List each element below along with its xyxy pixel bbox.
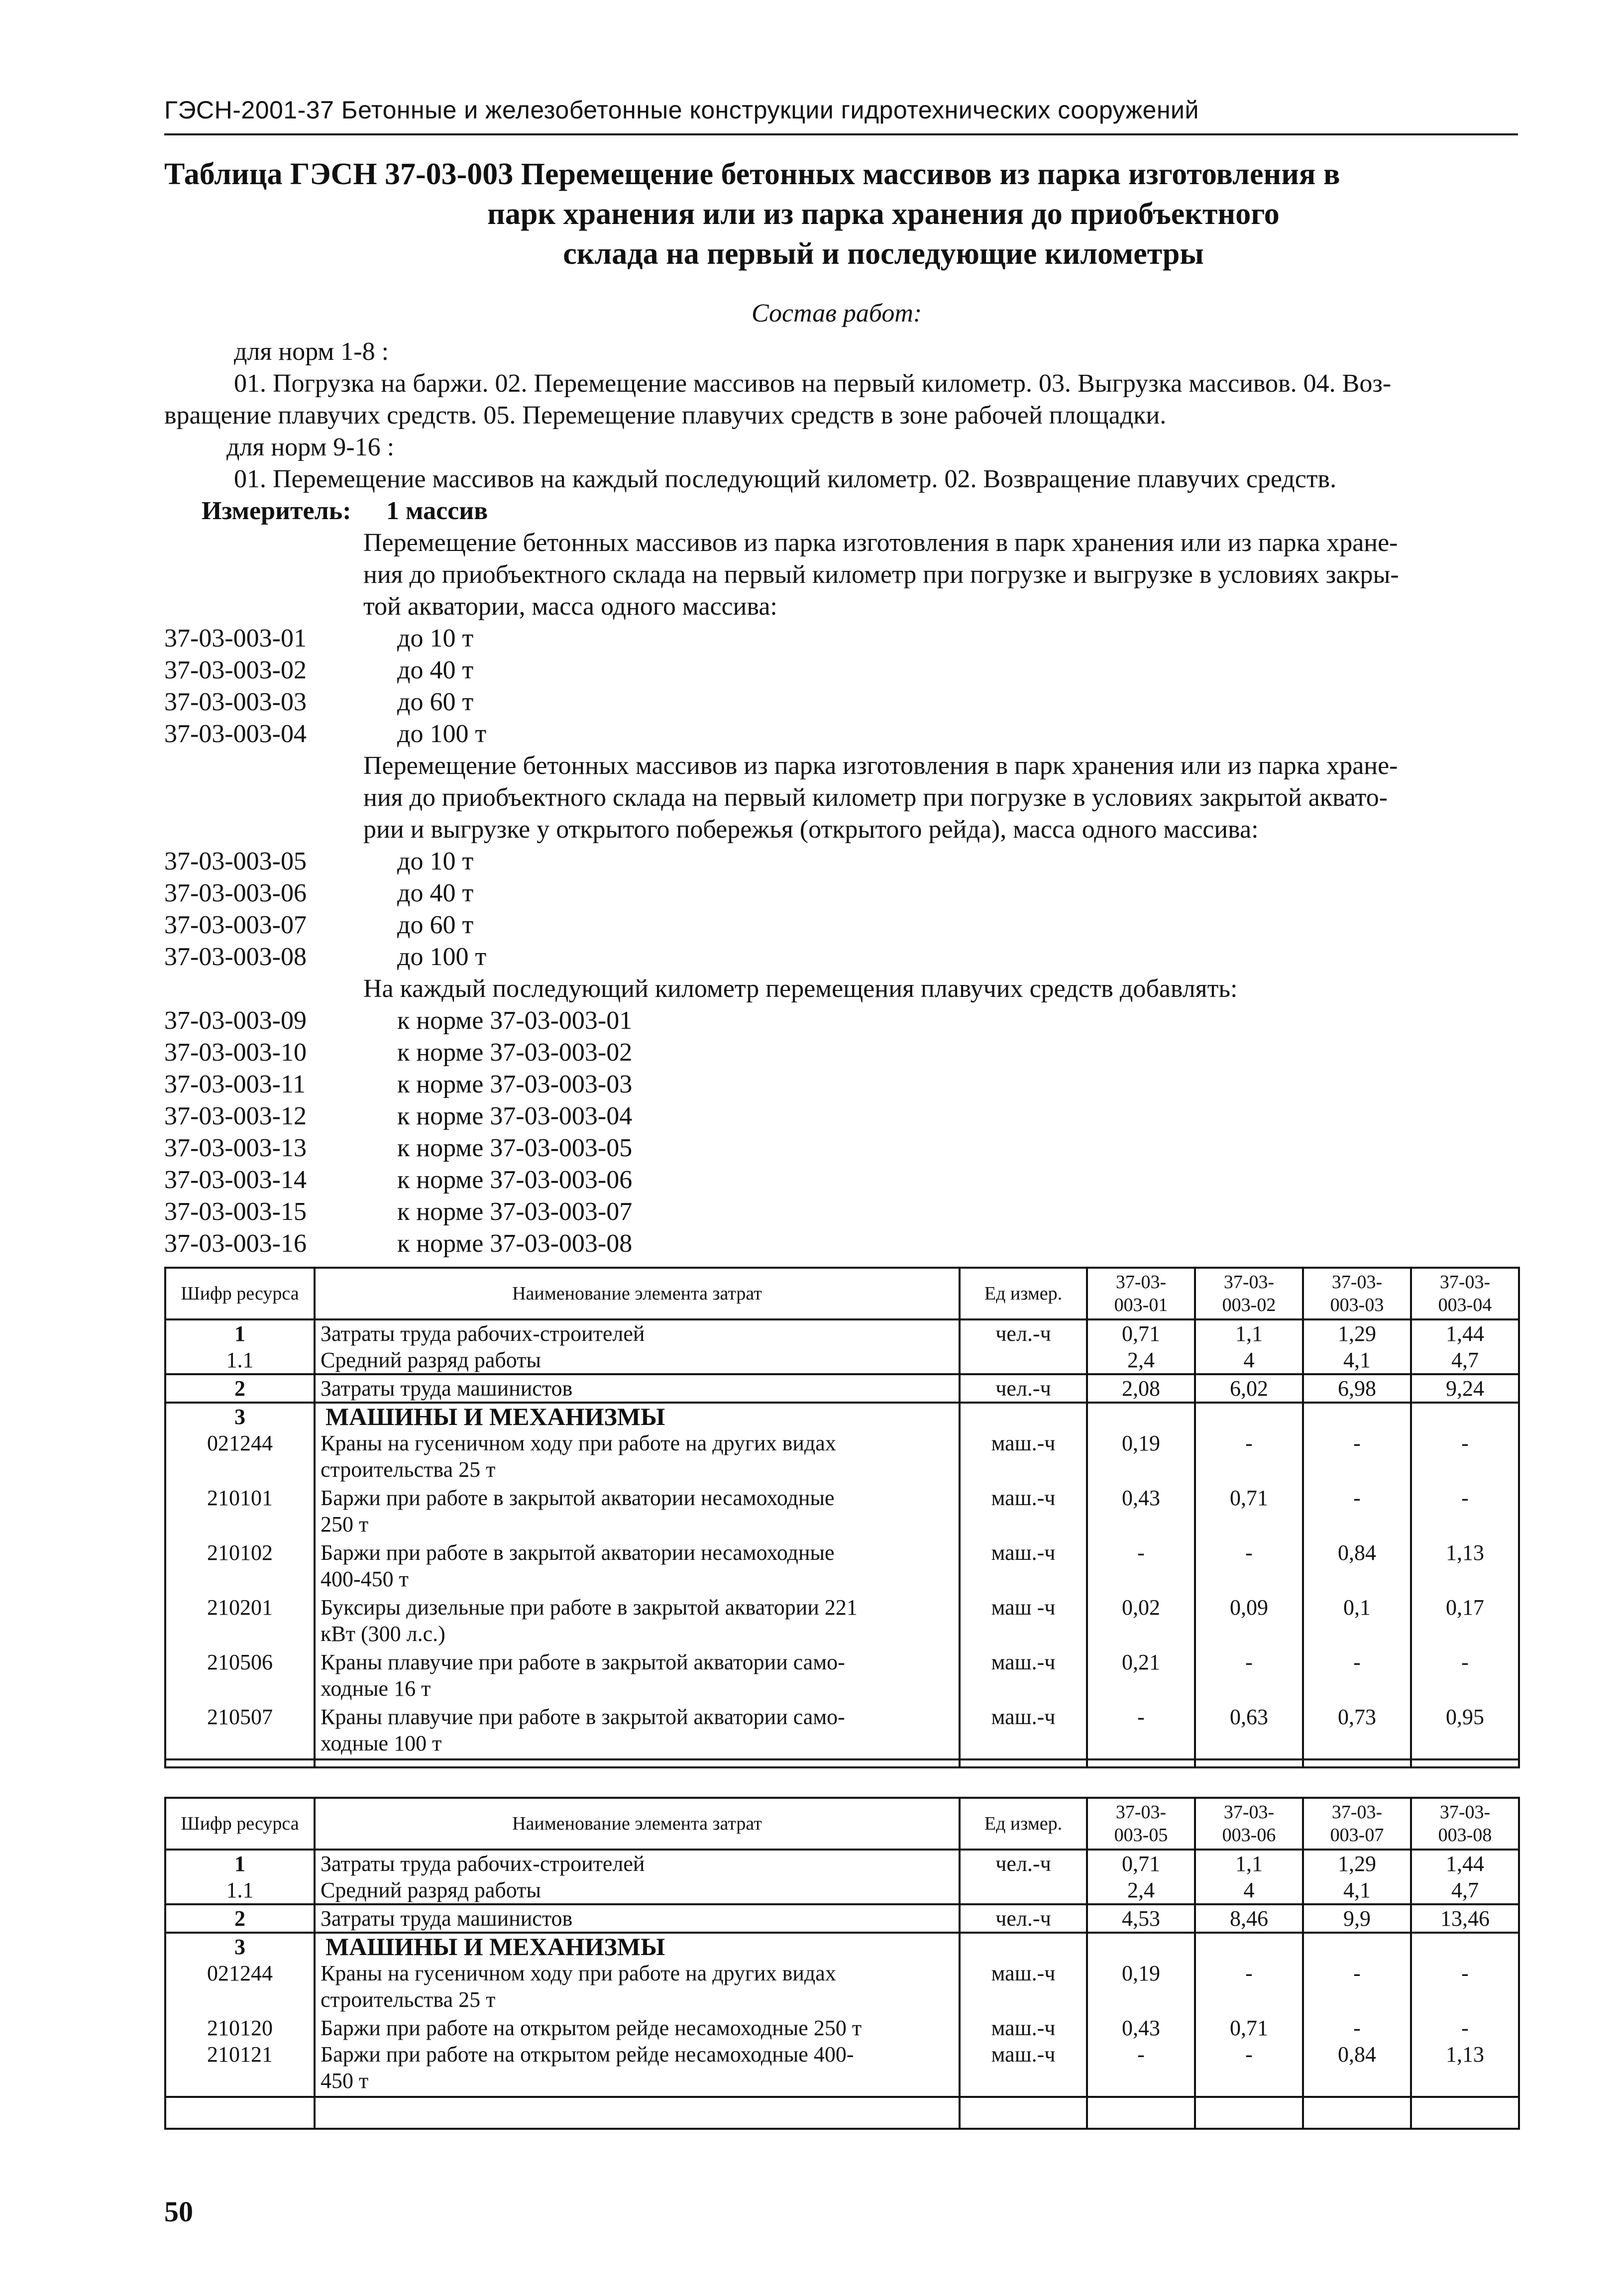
resource-name-line: Затраты труда машинистов <box>321 1376 573 1401</box>
resource-code: 1 <box>165 1850 315 1877</box>
resource-name-line: строительства 25 т <box>321 1987 496 2012</box>
resource-name-line: Баржи при работе на открытом рейде несамоходные 400- <box>321 2042 854 2067</box>
page-number: 50 <box>164 2195 193 2228</box>
unit-of-measure <box>960 1877 1087 1904</box>
resource-name-line: Баржи при работе в закрытой акватории несамоходные <box>321 1486 835 1510</box>
header-element-name: Наименование элемента затрат <box>315 1798 960 1850</box>
norm-value: - <box>1195 1539 1303 1594</box>
norm-value: - <box>1303 2015 1411 2041</box>
norm-description: до 40 т <box>397 656 474 684</box>
norm-value: - <box>1303 1485 1411 1539</box>
header-norm-code-part: 003-05 <box>1114 1825 1168 1846</box>
norm-description: к норме 37-03-003-03 <box>397 1070 633 1098</box>
unit-of-measure: чел.-ч <box>960 1374 1087 1403</box>
table-row <box>165 1877 1519 1904</box>
norm-value: 0,19 <box>1087 1960 1195 2015</box>
header-resource-code: Шифр ресурса <box>165 1798 315 1850</box>
header-norm-code-part: 003-07 <box>1330 1825 1384 1846</box>
group-intro-line: Перемещение бетонных массивов из парка изготовления в парк хранения или из парка хране- <box>363 752 1398 780</box>
group-intro-line: ния до приобъектного склада на первый километр при погрузке и выгрузке в условиях закры- <box>363 560 1399 589</box>
resource-name <box>315 1485 960 1539</box>
norm-value: - <box>1411 1430 1519 1485</box>
spacer-cell <box>1195 2097 1303 2129</box>
resource-name <box>315 2041 960 2097</box>
norm-value <box>1195 1403 1303 1430</box>
unit-of-measure: маш.-ч <box>960 1430 1087 1485</box>
header-norm-code-part: 37-03- <box>1223 1802 1275 1823</box>
norm-value: 0,71 <box>1087 1319 1195 1347</box>
resource-code: 210507 <box>165 1704 315 1759</box>
norm-description: до 100 т <box>397 720 487 748</box>
table-row <box>165 2015 1519 2041</box>
spacer-cell <box>315 1759 960 1767</box>
resource-name <box>315 1430 960 1485</box>
norm-code: 37-03-003-02 <box>164 656 307 684</box>
norm-value: 2,08 <box>1087 1374 1195 1403</box>
norm-value: 1,13 <box>1411 2041 1519 2097</box>
header-norm-code-part: 003-06 <box>1222 1825 1276 1846</box>
resource-name <box>315 1850 960 1877</box>
norm-code: 37-03-003-05 <box>164 847 307 875</box>
unit-of-measure <box>960 1933 1087 1960</box>
norm-value <box>1411 1403 1519 1430</box>
header-norm-code-part: 003-01 <box>1114 1295 1168 1315</box>
norm-description: к норме 37-03-003-01 <box>397 1006 633 1035</box>
norm-code: 37-03-003-07 <box>164 911 307 939</box>
norm-code: 37-03-003-15 <box>164 1198 307 1226</box>
norm-description: к норме 37-03-003-06 <box>397 1166 633 1194</box>
norm-value: 0,84 <box>1303 1539 1411 1594</box>
resource-name-line: Краны на гусеничном ходу при работе на других видах <box>321 1961 836 1985</box>
resource-code: 1.1 <box>165 1347 315 1374</box>
resource-code: 210120 <box>165 2015 315 2041</box>
resource-name-line: кВт (300 л.с.) <box>321 1622 445 1646</box>
norm-value: 0,09 <box>1195 1594 1303 1649</box>
norm-code: 37-03-003-01 <box>164 624 307 653</box>
norm-code: 37-03-003-13 <box>164 1134 307 1162</box>
resource-code: 2 <box>165 1374 315 1403</box>
norm-description: до 100 т <box>397 943 487 971</box>
header-norm-code-part: 37-03- <box>1331 1272 1383 1293</box>
norm-value: 4 <box>1195 1347 1303 1374</box>
resource-name <box>315 1374 960 1403</box>
table-row <box>165 1403 1519 1430</box>
norm-code: 37-03-003-04 <box>164 720 307 748</box>
resource-name <box>315 1649 960 1704</box>
norm-value: 4,1 <box>1303 1347 1411 1374</box>
resource-name-line: Затраты труда машинистов <box>321 1906 573 1931</box>
norm-code: 37-03-003-09 <box>164 1006 307 1035</box>
resource-name-line: Баржи при работе на открытом рейде несамоходные 250 т <box>321 2016 862 2040</box>
unit-of-measure: маш -ч <box>960 1594 1087 1649</box>
table-row <box>165 1539 1519 1594</box>
resource-name-line: 400-450 т <box>321 1567 409 1591</box>
composition-heading: Состав работ: <box>752 299 922 328</box>
norm-value: 0,71 <box>1195 2015 1303 2041</box>
norm-value: 0,73 <box>1303 1704 1411 1759</box>
norm-value: - <box>1303 1430 1411 1485</box>
table-header-row <box>165 1268 1519 1319</box>
norm-value: 0,1 <box>1303 1594 1411 1649</box>
table-row <box>165 1960 1519 2015</box>
header-norm-column <box>1195 1268 1303 1319</box>
norm-value: 4,53 <box>1087 1904 1195 1933</box>
norm-value <box>1303 1933 1411 1960</box>
norm-value: 8,46 <box>1195 1904 1303 1933</box>
header-norm-code-part: 37-03- <box>1439 1802 1491 1823</box>
group1-label: для норм 1-8 : <box>234 337 389 366</box>
norm-value: 0,19 <box>1087 1430 1195 1485</box>
header-norm-code-part: 37-03- <box>1439 1272 1491 1293</box>
norm-value: 6,02 <box>1195 1374 1303 1403</box>
table-row <box>165 1904 1519 1933</box>
header-norm-column <box>1087 1268 1195 1319</box>
norm-value: 4,7 <box>1411 1877 1519 1904</box>
unit-of-measure: маш.-ч <box>960 1704 1087 1759</box>
norm-value: - <box>1411 1960 1519 2015</box>
resource-name <box>315 1319 960 1347</box>
table-row <box>165 1594 1519 1649</box>
resource-name-line: Буксиры дизельные при работе в закрытой акватории 221 <box>321 1595 858 1620</box>
title-line-3: склада на первый и последующие километры <box>563 237 1204 271</box>
resource-name-line: МАШИНЫ И МЕХАНИЗМЫ <box>325 1933 665 1961</box>
norm-value: 0,43 <box>1087 1485 1195 1539</box>
spacer-cell <box>1087 2097 1195 2129</box>
resource-name-line: Краны плавучие при работе в закрытой акватории само- <box>321 1705 845 1729</box>
norm-value <box>1303 1403 1411 1430</box>
norm-value: 4,7 <box>1411 1347 1519 1374</box>
resource-code: 1 <box>165 1319 315 1347</box>
table-bottom-spacer <box>165 1759 1519 1767</box>
unit-of-measure: маш.-ч <box>960 1485 1087 1539</box>
unit-of-measure <box>960 1347 1087 1374</box>
norm-code: 37-03-003-06 <box>164 879 307 907</box>
norm-value: 0,95 <box>1411 1704 1519 1759</box>
header-norm-code-part: 003-04 <box>1438 1295 1492 1315</box>
unit-of-measure: чел.-ч <box>960 1319 1087 1347</box>
group2-text: 01. Перемещение массивов на каждый последующий километр. 02. Возвращение плавучих средств. <box>234 465 1337 493</box>
norm-description: к норме 37-03-003-07 <box>397 1198 633 1226</box>
resource-name <box>315 1877 960 1904</box>
group-intro-line: Перемещение бетонных массивов из парка изготовления в парк хранения или из парка хране- <box>363 529 1398 557</box>
resource-code: 210101 <box>165 1485 315 1539</box>
norm-description: к норме 37-03-003-05 <box>397 1134 633 1162</box>
norm-description: до 60 т <box>397 911 474 939</box>
resource-name-line: МАШИНЫ И МЕХАНИЗМЫ <box>325 1403 665 1430</box>
norm-value: 1,29 <box>1303 1850 1411 1877</box>
table-row <box>165 2041 1519 2097</box>
table-row <box>165 1319 1519 1347</box>
unit-of-measure: маш.-ч <box>960 1539 1087 1594</box>
resource-name-line: Средний разряд работы <box>321 1348 541 1372</box>
norm-code: 37-03-003-08 <box>164 943 307 971</box>
norm-value: 0,84 <box>1303 2041 1411 2097</box>
table-row <box>165 1374 1519 1403</box>
resource-name <box>315 2015 960 2041</box>
header-norm-code-part: 37-03- <box>1115 1272 1167 1293</box>
unit-of-measure: чел.-ч <box>960 1904 1087 1933</box>
header-unit: Ед измер. <box>960 1268 1087 1319</box>
norm-value: 4,1 <box>1303 1877 1411 1904</box>
norm-value: - <box>1411 1649 1519 1704</box>
spacer-cell <box>315 2097 960 2129</box>
spacer-cell <box>1303 2097 1411 2129</box>
group-intro-line: рии и выгрузке у открытого побережья (открытого рейда), масса одного массива: <box>363 815 1259 844</box>
header-norm-code-part: 37-03- <box>1223 1272 1275 1293</box>
table-row <box>165 1430 1519 1485</box>
spacer-cell <box>1411 1759 1519 1767</box>
norm-value: 1,44 <box>1411 1850 1519 1877</box>
resource-code: 210121 <box>165 2041 315 2097</box>
norm-value: 2,4 <box>1087 1877 1195 1904</box>
norm-value: - <box>1411 2015 1519 2041</box>
resource-code: 3 <box>165 1933 315 1960</box>
group1-text-a: 01. Погрузка на баржи. 02. Перемещение массивов на первый километр. 03. Выгрузка массивов. 04. Воз- <box>234 369 1392 398</box>
norm-code: 37-03-003-10 <box>164 1038 307 1067</box>
norm-value <box>1087 1933 1195 1960</box>
norm-value: 0,17 <box>1411 1594 1519 1649</box>
resource-name <box>315 1403 960 1430</box>
norm-value: - <box>1087 1704 1195 1759</box>
norm-value: 0,02 <box>1087 1594 1195 1649</box>
resource-name <box>315 1704 960 1759</box>
header-norm-code-part: 003-02 <box>1222 1295 1276 1315</box>
resource-code: 021244 <box>165 1960 315 2015</box>
resource-name <box>315 1904 960 1933</box>
running-header: ГЭСН-2001-37 Бетонные и железобетонные конструкции гидротехнических сооружений <box>164 96 1199 124</box>
spacer-cell <box>960 2097 1087 2129</box>
table-row <box>165 1933 1519 1960</box>
resource-name <box>315 1539 960 1594</box>
norm-value <box>1195 1933 1303 1960</box>
norm-code: 37-03-003-11 <box>164 1070 306 1098</box>
resource-code: 1.1 <box>165 1877 315 1904</box>
norm-value <box>1411 1933 1519 1960</box>
resource-table-1 <box>164 1267 1520 1768</box>
resource-code: 210506 <box>165 1649 315 1704</box>
unit-of-measure: маш.-ч <box>960 2041 1087 2097</box>
norm-value: - <box>1195 1649 1303 1704</box>
table-row <box>165 1347 1519 1374</box>
norm-value: 1,1 <box>1195 1319 1303 1347</box>
resource-name <box>315 1594 960 1649</box>
table-bottom-spacer <box>165 2097 1519 2129</box>
norm-value: - <box>1087 2041 1195 2097</box>
norm-description: до 40 т <box>397 879 474 907</box>
resource-name-line: Краны плавучие при работе в закрытой акватории само- <box>321 1650 845 1674</box>
norm-value: - <box>1087 1539 1195 1594</box>
norm-value: 9,9 <box>1303 1904 1411 1933</box>
header-norm-column <box>1411 1798 1519 1850</box>
resource-code: 210201 <box>165 1594 315 1649</box>
norm-description: к норме 37-03-003-04 <box>397 1102 633 1130</box>
header-element-name: Наименование элемента затрат <box>315 1268 960 1319</box>
norm-description: до 10 т <box>397 847 474 875</box>
spacer-cell <box>1087 1759 1195 1767</box>
spacer-cell <box>1411 2097 1519 2129</box>
norm-description: к норме 37-03-003-08 <box>397 1229 633 1258</box>
norm-value: - <box>1195 1960 1303 2015</box>
norm-value: 1,1 <box>1195 1850 1303 1877</box>
norm-value: 1,29 <box>1303 1319 1411 1347</box>
resource-name-line: ходные 16 т <box>321 1676 431 1701</box>
norm-value: 1,44 <box>1411 1319 1519 1347</box>
spacer-cell <box>165 2097 315 2129</box>
norm-value: 4 <box>1195 1877 1303 1904</box>
header-norm-column <box>1303 1268 1411 1319</box>
unit-of-measure: маш.-ч <box>960 1960 1087 2015</box>
resource-code: 3 <box>165 1403 315 1430</box>
table-row <box>165 1649 1519 1704</box>
norm-value: - <box>1303 1960 1411 2015</box>
unit-of-measure <box>960 1403 1087 1430</box>
unit-of-measure: чел.-ч <box>960 1850 1087 1877</box>
meter-label: Измеритель: <box>202 497 351 525</box>
header-norm-column <box>1087 1798 1195 1850</box>
norm-code: 37-03-003-03 <box>164 688 307 716</box>
norm-code: 37-03-003-12 <box>164 1102 307 1130</box>
table-header-row <box>165 1798 1519 1850</box>
norm-description: до 60 т <box>397 688 474 716</box>
spacer-cell <box>1195 1759 1303 1767</box>
norm-value: 0,71 <box>1195 1485 1303 1539</box>
header-norm-code-part: 37-03- <box>1331 1802 1383 1823</box>
norm-value: 0,43 <box>1087 2015 1195 2041</box>
group-intro-line: ния до приобъектного склада на первый километр при погрузке в условиях закрытой аквато- <box>363 783 1388 812</box>
norm-value: - <box>1195 1430 1303 1485</box>
resource-code: 2 <box>165 1904 315 1933</box>
header-norm-code-part: 003-03 <box>1330 1295 1384 1315</box>
spacer-cell <box>960 1759 1087 1767</box>
group-intro-line: той акватории, масса одного массива: <box>363 592 777 621</box>
unit-of-measure: маш.-ч <box>960 1649 1087 1704</box>
unit-of-measure: маш.-ч <box>960 2015 1087 2041</box>
resource-name <box>315 1960 960 2015</box>
norm-value: - <box>1195 2041 1303 2097</box>
resource-name <box>315 1933 960 1960</box>
norm-code: 37-03-003-16 <box>164 1229 307 1258</box>
norm-value: 2,4 <box>1087 1347 1195 1374</box>
norm-value: 13,46 <box>1411 1904 1519 1933</box>
resource-name-line: Затраты труда рабочих-строителей <box>321 1321 645 1346</box>
resource-name-line: ходные 100 т <box>321 1731 442 1755</box>
norm-value: 0,63 <box>1195 1704 1303 1759</box>
header-unit: Ед измер. <box>960 1798 1087 1850</box>
norm-value: - <box>1411 1485 1519 1539</box>
resource-name-line: Затраты труда рабочих-строителей <box>321 1852 645 1876</box>
table-row <box>165 1850 1519 1877</box>
header-resource-code: Шифр ресурса <box>165 1268 315 1319</box>
norm-value: 0,21 <box>1087 1649 1195 1704</box>
norm-description: к норме 37-03-003-02 <box>397 1038 633 1067</box>
norm-value: 0,71 <box>1087 1850 1195 1877</box>
spacer-cell <box>1303 1759 1411 1767</box>
resource-name <box>315 1347 960 1374</box>
group1-text-b: вращение плавучих средств. 05. Перемещение плавучих средств в зоне рабочей площадки. <box>164 401 1167 430</box>
norm-value <box>1087 1403 1195 1430</box>
title-line-1: Таблица ГЭСН 37-03-003 Перемещение бетонных массивов из парка изготовления в <box>164 157 1340 191</box>
resource-table-2 <box>164 1797 1520 2130</box>
meter-value: 1 массив <box>386 497 488 525</box>
resource-code: 210102 <box>165 1539 315 1594</box>
title-line-2: парк хранения или из парка хранения до приобъектного <box>487 197 1280 231</box>
table-row <box>165 1704 1519 1759</box>
header-norm-column <box>1303 1798 1411 1850</box>
resource-code: 021244 <box>165 1430 315 1485</box>
table-row <box>165 1485 1519 1539</box>
header-norm-code-part: 37-03- <box>1115 1802 1167 1823</box>
resource-name-line: Средний разряд работы <box>321 1878 541 1902</box>
norm-value: 9,24 <box>1411 1374 1519 1403</box>
norm-description: до 10 т <box>397 624 474 653</box>
resource-name-line: 450 т <box>321 2069 369 2093</box>
group2-label: для норм 9-16 : <box>226 433 395 461</box>
spacer-cell <box>165 1759 315 1767</box>
header-rule <box>164 133 1518 135</box>
norm-code: 37-03-003-14 <box>164 1166 307 1194</box>
header-norm-code-part: 003-08 <box>1438 1825 1492 1846</box>
norm-value: 1,13 <box>1411 1539 1519 1594</box>
resource-name-line: Баржи при работе в закрытой акватории несамоходные <box>321 1540 835 1565</box>
group-intro-line: На каждый последующий километр перемещения плавучих средств добавлять: <box>363 975 1238 1003</box>
resource-name-line: 250 т <box>321 1512 369 1536</box>
table-title <box>164 154 1518 274</box>
resource-name-line: строительства 25 т <box>321 1457 496 1482</box>
norm-value: - <box>1303 1649 1411 1704</box>
header-norm-column <box>1411 1268 1519 1319</box>
resource-name-line: Краны на гусеничном ходу при работе на других видах <box>321 1431 836 1455</box>
header-norm-column <box>1195 1798 1303 1850</box>
norm-value: 6,98 <box>1303 1374 1411 1403</box>
